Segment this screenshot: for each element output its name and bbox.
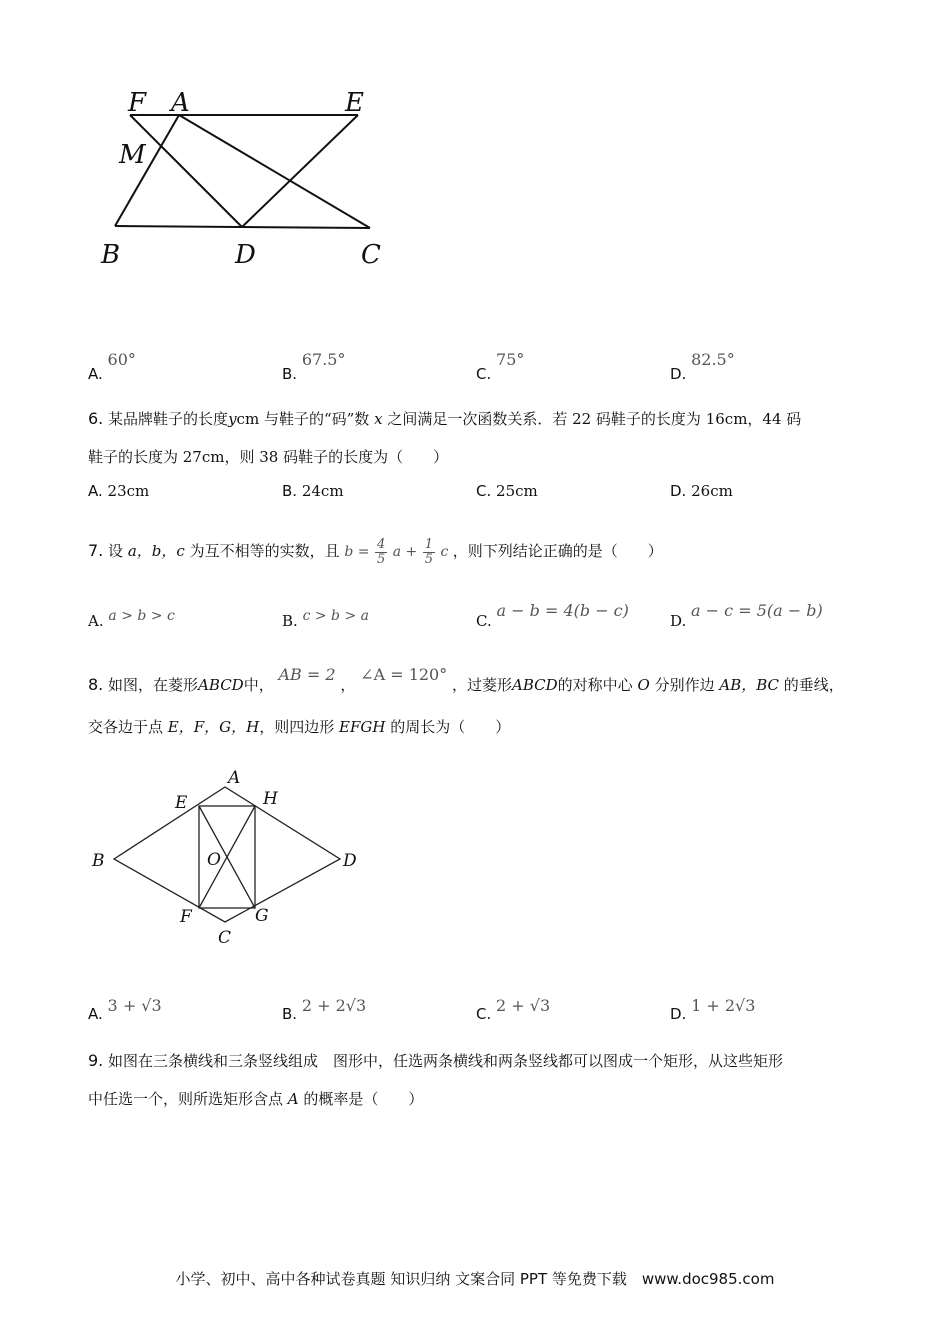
q8-choice-b[interactable]: B. 2 + 2√3 (282, 996, 367, 1023)
label-d: D (343, 851, 357, 871)
q6-choice-d[interactable]: D. 26cm (670, 482, 733, 500)
question-6-line-2: 鞋子的长度为 27cm，则 38 码鞋子的长度为（ ） (88, 448, 449, 466)
question-8-line-2: 交各边于点 E，F，G，H，则四边形 EFGH 的周长为（ ） (88, 718, 511, 736)
label-c: C (361, 240, 381, 270)
label-a: A (228, 768, 241, 788)
q8-choice-c[interactable]: C. 2 + √3 (476, 996, 551, 1023)
q8-choice-d[interactable]: D. 1 + 2√3 (670, 996, 756, 1023)
q7-choice-a[interactable]: A. a > b > c (88, 608, 175, 630)
question-8-line-1: 8. 如图，在菱形ABCD中， AB = 2 ， ∠A = 120° ，过菱形ABCD的对称中心 O 分别作边 AB，BC 的垂线， (88, 665, 844, 694)
label-d: D (235, 240, 256, 270)
label-g: G (255, 906, 269, 926)
label-c: C (218, 928, 232, 948)
q5-choice-b-value: 67.5° (301, 350, 346, 369)
question-7-number: 7. (88, 541, 104, 560)
q6-choice-b[interactable]: B. 24cm (282, 482, 344, 500)
question-7: 7. 设 a，b，c 为互不相等的实数，且 b = $\frac{4}{5}$ a + $\frac{1}{5}$ c ，则下列结论正确的是（ ） (88, 536, 663, 567)
label-b: B (101, 240, 121, 270)
q7-choice-c[interactable]: C. a − b = 4(b − c) (476, 601, 629, 630)
q6-choice-c[interactable]: C. 25cm (476, 482, 538, 500)
q5-choice-c[interactable]: C. 75° (476, 350, 525, 383)
label-b: B (92, 851, 105, 871)
label-a: A (171, 88, 190, 118)
label-e: E (175, 793, 188, 813)
q7-choice-d[interactable]: D. a − c = 5(a − b) (670, 601, 823, 630)
label-h: H (263, 789, 278, 809)
question-8-number: 8. (88, 675, 104, 694)
label-e: E (345, 88, 364, 118)
question-6-line-1: 6. 某品牌鞋子的长度ycm 与鞋子的“码”数 x 之间满足一次函数关系．若 22 码鞋子的长度为 16cm，44 码 (88, 409, 802, 428)
q7-formula: b = $\frac{4}{5}$ a + $\frac{1}{5}$ c (344, 536, 449, 567)
q5-choice-b[interactable]: B. 67.5° (282, 350, 346, 383)
footer-banner: 小学、初中、高中各种试卷真题 知识归纳 文案合同 PPT 等免费下载 www.doc985.com (175, 1270, 775, 1288)
question-9 (88, 1042, 878, 1118)
figure-2-rhombus (88, 765, 378, 950)
q5-choice-d[interactable]: D. 82.5° (670, 350, 735, 383)
q5-choice-a[interactable]: A. 60° (88, 350, 136, 383)
figure-1-geometry (95, 85, 405, 275)
q5-choice-c-value: 75° (496, 350, 525, 369)
label-f: F (128, 88, 147, 118)
q8-choice-a[interactable]: A. 3 + √3 (88, 996, 162, 1023)
question-9-number: 9. (88, 1051, 104, 1070)
question-9-line-2: 中任选一个，则所选矩形含点 A 的概率是（ ） (88, 1090, 424, 1108)
q6-choice-a[interactable]: A. 23cm (88, 482, 150, 500)
question-6-number: 6. (88, 409, 104, 428)
q7-choice-b[interactable]: B. c > b > a (282, 608, 369, 630)
label-m: M (119, 140, 146, 170)
question-6 (88, 400, 878, 476)
q5-choice-d-value: 82.5° (691, 350, 735, 369)
q5-choice-a-value: 60° (107, 350, 136, 369)
label-f: F (180, 907, 192, 927)
question-8 (88, 662, 878, 746)
question-9-line-1: 9. 如图在三条横线和三条竖线组成 图形中，任选两条横线和两条竖线都可以图成一个矩形，从这些矩形 (88, 1051, 784, 1070)
label-o: O (207, 850, 221, 870)
rhombus-outline (114, 787, 340, 922)
